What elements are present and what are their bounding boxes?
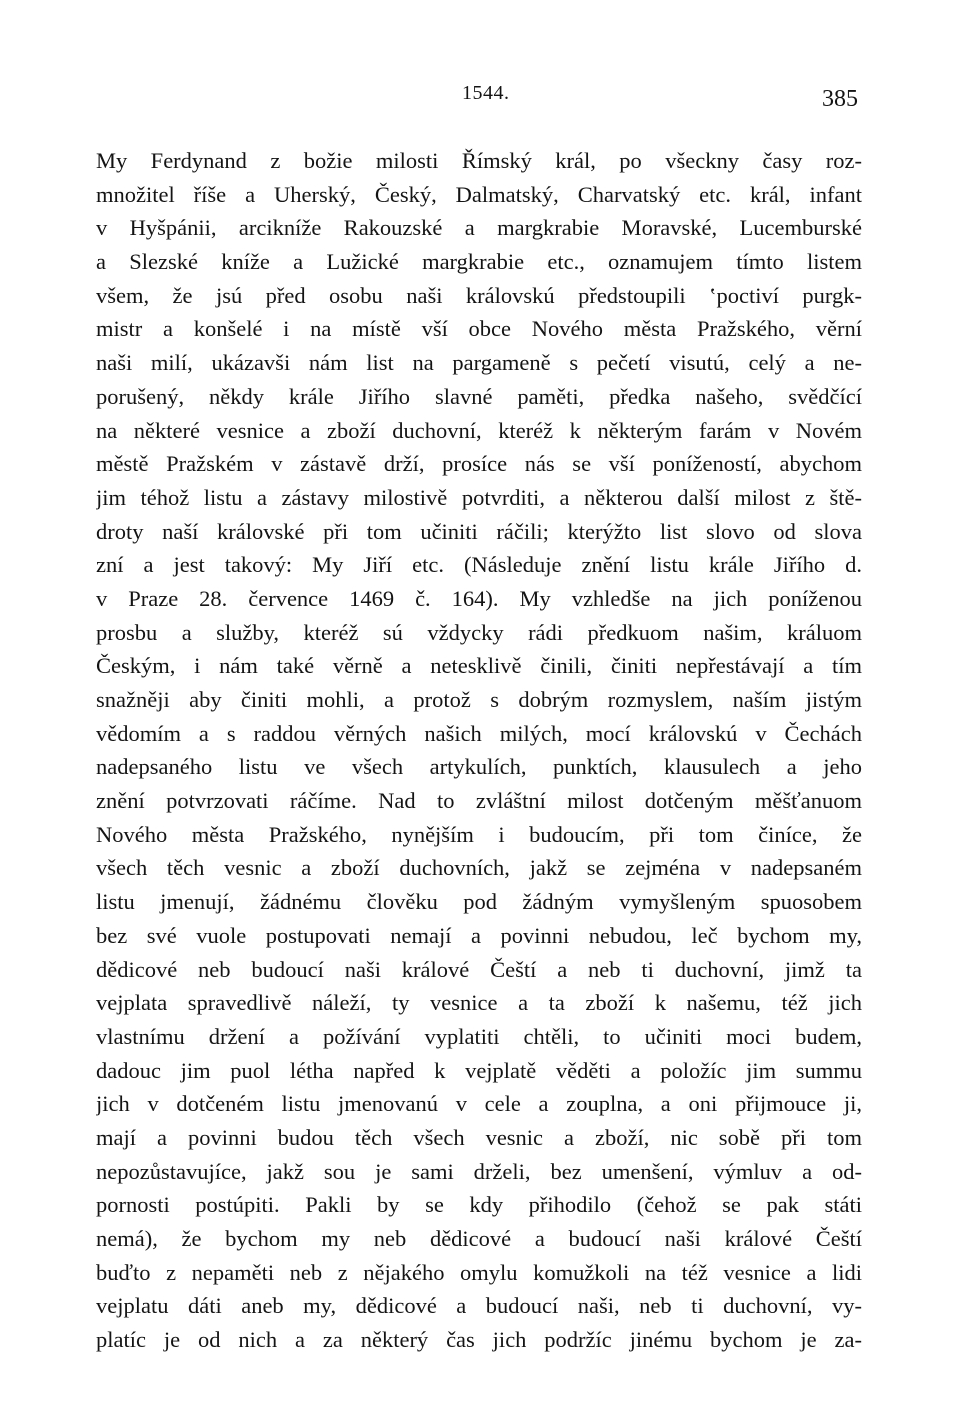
text-line: nadepsaného listu ve všech artykulích, punktích, klausulech a jeho [96, 754, 862, 780]
text-line: pornosti postúpiti. Pakli by se kdy přihodilo (čehož se pak státi [96, 1192, 862, 1218]
year-heading: 1544. [462, 82, 510, 104]
text-line: mají a povinni budou těch všech vesnic a zboží, nic sobě při tom [96, 1124, 862, 1150]
text-line: droty naší královské při tom učiniti ráčili; kterýžto list slovo od slova [96, 518, 862, 544]
text-line: My Ferdynand z božie milosti Římský král, po všeckny časy roz- [96, 148, 862, 173]
body-text [96, 144, 862, 1357]
text-line: nemá), že bychom my neb dědicové a budoucí naši králové Čeští [96, 1226, 862, 1251]
text-line: v Hyšpánii, arcikníže Rakouzské a margkrabie Moravské, Lucemburské [96, 215, 862, 241]
text-line: na některé vesnice a zboží duchovní, kteréž k některým farám v Novém [96, 417, 862, 443]
text-line: jich v dotčeném listu jmenovanú v cele a zouplna, a oni přijmouce ji, [96, 1091, 862, 1117]
text-line: množitel říše a Uherský, Český, Dalmatský, Charvatský etc. král, infant [96, 181, 862, 207]
text-line: listu jmenují, žádnému člověku pod žádným vymyšleným spuosobem [96, 889, 862, 915]
text-line: platíc je od nich a za některý čas jich podržíc jinému bychom je za- [96, 1327, 862, 1353]
text-line: prosbu a služby, kteréž sú vždycky rádi předkuom našim, králuom [96, 619, 862, 645]
text-line: všem, že jsú před osobu naši královskú předstoupili ‛poctiví purgk- [96, 282, 862, 308]
text-line: dadouc jim puol létha napřed k vejplatě věděti a položíc jim summu [96, 1057, 862, 1083]
page-header [0, 82, 960, 112]
text-line: vejplatu dáti aneb my, dědicové a budoucí naši, neb ti duchovní, vy- [96, 1293, 862, 1319]
text-line: naši milí, ukázavši nám list na pargameně s pečetí visutú, celý a ne- [96, 350, 862, 376]
text-line: a Slezské kníže a Lužické margkrabie etc., oznamujem tímto listem [96, 249, 862, 275]
text-line: vejplata spravedlivě náleží, ty vesnice a ta zboží k našemu, též jich [96, 990, 862, 1016]
text-line: porušený, někdy krále Jiřího slavné paměti, předka našeho, svědčící [96, 383, 862, 409]
text-line: vlastnímu držení a požívání vyplatiti chtěli, to učiniti moci budem, [96, 1023, 862, 1049]
text-line: Českým, i nám také věrně a netesklivě činili, činiti nepřestávají a tím [96, 653, 862, 679]
text-line: snažněji aby činiti mohli, a protož s dobrým rozmyslem, naším jistým [96, 687, 862, 712]
text-line: všech těch vesnic a zboží duchovních, jakž se zejména v nadepsaném [96, 855, 862, 881]
text-line: zní a jest takový: My Jiří etc. (Následuje znění listu krále Jiřího d. [96, 552, 862, 578]
text-line: znění potvrzovati ráčíme. Nad to zvláštní milost dotčeným měšťanuom [96, 788, 862, 814]
text-line: nepozůstavujíce, jakž sou je sami drželi, bez umenšení, výmluv a od- [96, 1158, 862, 1184]
text-line: buďto z nepaměti neb z nějakého omylu komužkoli na též vesnice a lidi [96, 1259, 862, 1285]
text-line: bez své vuole postupovati nemají a povinni nebudou, leč bychom my, [96, 922, 862, 948]
text-line: dědicové neb budoucí naši králové Čeští a neb ti duchovní, jimž ta [96, 956, 862, 982]
page-number: 385 [822, 86, 858, 112]
text-line: Nového města Pražského, nynějším i budoucím, při tom činíce, že [96, 821, 862, 847]
text-line: městě Pražském v zástavě drží, prosíce nás se vší ponížeností, abychom [96, 451, 862, 477]
text-line: vědomím a s raddou věrných našich milých, mocí královskú v Čechách [96, 720, 862, 746]
text-line: mistr a konšelé i na místě vší obce Nového města Pražského, věrní [96, 316, 862, 342]
text-line: jim téhož listu a zástavy milostivě potvrditi, a některou další milost z ště- [96, 484, 862, 510]
text-line: v Praze 28. července 1469 č. 164). My vzhledše na jich poníženou [96, 585, 862, 611]
